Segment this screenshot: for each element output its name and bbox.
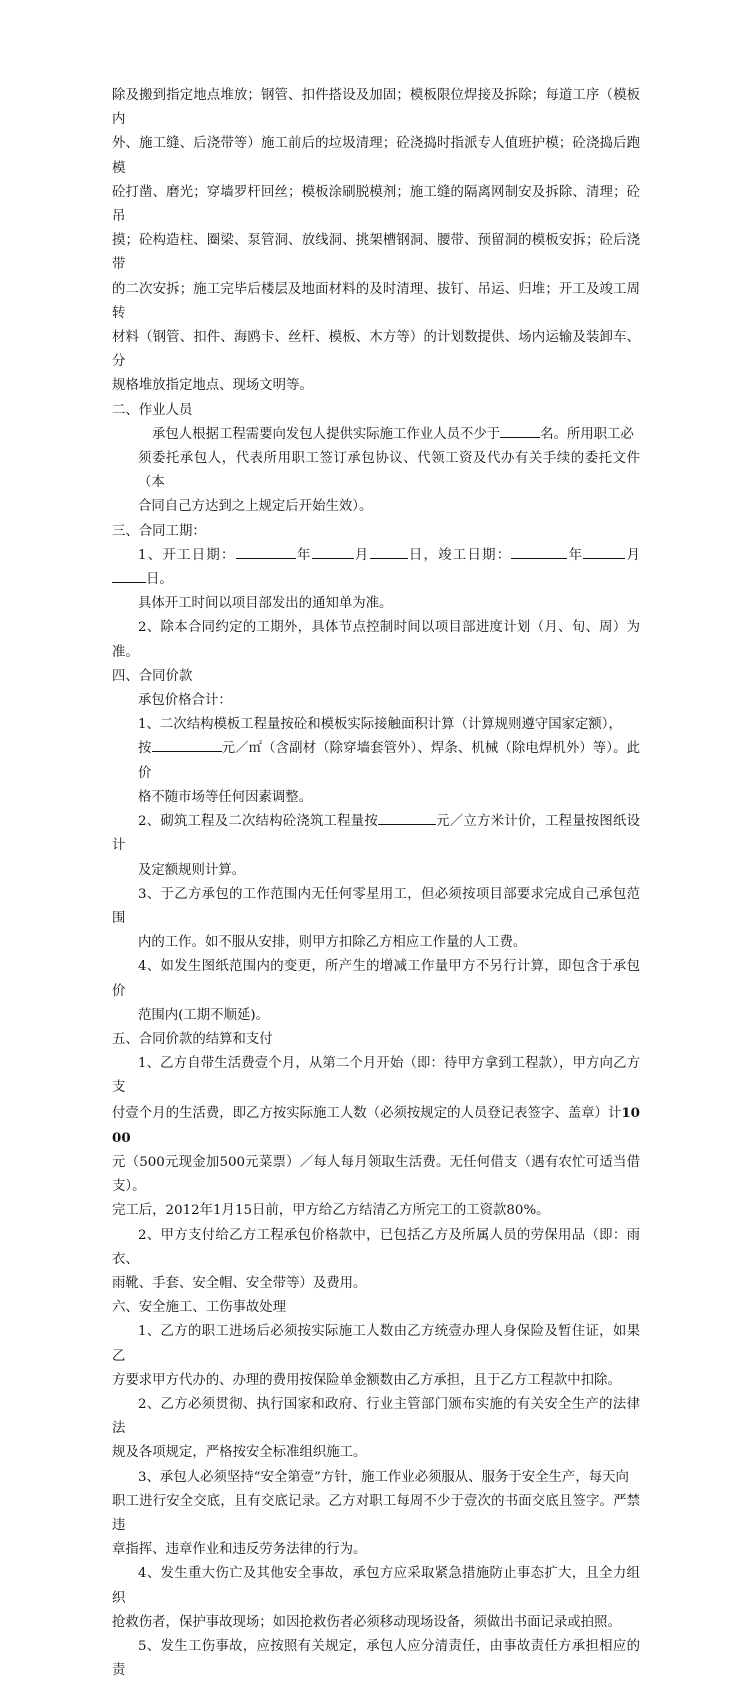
text-line: 规格堆放指定地点、现场文明等。 bbox=[112, 378, 313, 394]
text-line bbox=[112, 423, 640, 447]
text-fragment: 名。所用职工必 bbox=[540, 426, 634, 442]
text-line: 1、二次结构模板工程量按砼和模板实际接触面积计算（计算规则遵守国家定额）， bbox=[138, 717, 622, 733]
text-line: 5、发生工伤事故，应按照有关规定，承包人应分清责任，由事故责任方承担相应的责 bbox=[112, 1639, 640, 1679]
section-heading-settlement: 五、合同价款的结算和支付 bbox=[112, 1031, 273, 1047]
section-heading-schedule: 三、合同工期： bbox=[112, 523, 206, 539]
text-fragment: 按 bbox=[138, 741, 152, 757]
text-line: 范围内(工期不顺延)。 bbox=[138, 1007, 269, 1023]
section-heading-personnel: 二、作业人员 bbox=[112, 402, 193, 418]
text-line: 合同自己方达到之上规定后开始生效）。 bbox=[138, 499, 373, 515]
section-heading-price: 四、合同价款 bbox=[112, 668, 193, 684]
start-day-blank[interactable] bbox=[370, 544, 408, 559]
text-line: 砼打凿、磨光；穿墙罗杆回丝；模板涂刷脱模剂；施工缝的隔离网制安及拆除、清理；砼吊 bbox=[112, 184, 640, 225]
text-line: 1、乙方的职工进场后必须按实际施工人数由乙方统壹办理人身保险及暂住证，如果乙 bbox=[112, 1324, 640, 1364]
text-line: 雨靴、手套、安全帽、安全带等）及费用。 bbox=[112, 1275, 367, 1291]
text-fragment: 年 bbox=[567, 547, 584, 563]
end-year-blank[interactable] bbox=[511, 544, 567, 559]
text-line: 规及各项规定，严格按安全标准组织施工。 bbox=[112, 1445, 367, 1461]
document-body bbox=[112, 84, 640, 1683]
text-fragment: 1、开工日期： bbox=[138, 547, 236, 563]
text-line: 除及搬到指定地点堆放；钢管、扣件搭设及加固；模板限位焊接及拆除；每道工序（模板内 bbox=[112, 88, 640, 128]
text-fragment: 付壹个月的生活费，即乙方按实际施工人数（必须按规定的人员登记表签字、盖章）计 bbox=[112, 1105, 622, 1121]
start-end-date-line bbox=[112, 544, 640, 592]
text-line: 及定额规则计算。 bbox=[138, 862, 246, 878]
text-line: 元（500元现金加500元菜票）／每人每月领取生活费。无任何借支（遇有农忙可适当借支）。 bbox=[112, 1154, 640, 1195]
start-year-blank[interactable] bbox=[236, 544, 296, 559]
text-line: 3、于乙方承包的工作范围内无任何零星用工，但必须按项目部要求完成自己承包范围 bbox=[112, 886, 640, 926]
text-fragment: 日。 bbox=[146, 572, 173, 588]
formwork-unit-price-blank[interactable] bbox=[152, 737, 222, 752]
text-line: 材料（钢管、扣件、海鸥卡、丝杆、模板、木方等）的计划数提供、场内运输及装卸车、分 bbox=[112, 330, 640, 370]
text-line: 2、除本合同约定的工期外，具体节点控制时间以项目部进度计划（月、旬、周）为准。 bbox=[112, 620, 640, 660]
text-line: 须委托承包人，代表所用职工签订承包协议、代领工资及代办有关手续的委托文件（本 bbox=[138, 451, 640, 491]
text-line: 完工后，2012年1月15日前，甲方给乙方结清乙方所完工的工资款80%。 bbox=[112, 1203, 550, 1219]
text-line: 方要求甲方代办的、办理的费用按保险单金额数由乙方承担，且于乙方工程款中扣除。 bbox=[112, 1372, 621, 1388]
text-line: 职工进行安全交底，且有交底记录。乙方对职工每周不少于壹次的书面交底且签字。严禁违 bbox=[112, 1493, 640, 1533]
text-line: 具体开工时间以项目部发出的通知单为准。 bbox=[138, 596, 393, 612]
section-heading-safety: 六、安全施工、工伤事故处理 bbox=[112, 1300, 287, 1316]
text-line: 3、承包人必须坚持“安全第壹”方针，施工作业必须服从、服务于安全生产，每天向 bbox=[138, 1469, 629, 1485]
masonry-unit-price-blank[interactable] bbox=[378, 810, 436, 825]
living-allowance-amount: 1000 bbox=[112, 1104, 640, 1146]
text-line: 4、如发生图纸范围内的变更，所产生的增减工作量甲方不另行计算，即包含于承包价 bbox=[112, 959, 640, 999]
text-line bbox=[112, 810, 640, 858]
text-fragment: 日，竣工日期： bbox=[407, 547, 512, 563]
end-day-blank[interactable] bbox=[112, 568, 146, 583]
text-line: 抢救伤者，保护事故现场；如因抢救伤者必须移动现场设备，须做出书面记录或拍照。 bbox=[112, 1614, 621, 1630]
text-fragment: 2、砌筑工程及二次结构砼浇筑工程量按 bbox=[138, 814, 378, 830]
end-month-blank[interactable] bbox=[583, 544, 625, 559]
text-line: 章指挥、违章作业和违反劳务法律的行为。 bbox=[112, 1542, 367, 1558]
text-fragment: 月 bbox=[353, 547, 370, 563]
text-line: 摸；砼构造柱、圈梁、泵管洞、放线洞、挑架槽钢洞、腰带、预留洞的模板安拆；砼后浇带 bbox=[112, 233, 640, 273]
text-line: 1、乙方自带生活费壹个月，从第二个月开始（即：待甲方拿到工程款），甲方向乙方支 bbox=[112, 1056, 640, 1096]
workers-count-blank[interactable] bbox=[500, 423, 540, 438]
text-line: 格不随市场等任何因素调整。 bbox=[138, 789, 313, 805]
text-line: 2、乙方必须贯彻、执行国家和政府、行业主管部门颁布实施的有关安全生产的法律法 bbox=[112, 1396, 640, 1437]
text-line: 内的工作。如不服从安排，则甲方扣除乙方相应工作量的人工费。 bbox=[138, 935, 527, 951]
text-fragment: 年 bbox=[295, 547, 312, 563]
text-fragment: 月 bbox=[625, 547, 640, 563]
text-line: 2、甲方支付给乙方工程承包价格款中，已包括乙方及所属人员的劳保用品（即：雨衣、 bbox=[112, 1227, 640, 1267]
text-line bbox=[112, 737, 640, 785]
text-line: 的二次安拆；施工完毕后楼层及地面材料的及时清理、拔钉、吊运、归堆；开工及竣工周转 bbox=[112, 281, 640, 321]
start-month-blank[interactable] bbox=[312, 544, 354, 559]
text-line: 外、施工缝、后浇带等）施工前后的垃圾清理；砼浇捣时指派专人值班护模；砼浇捣后跑模 bbox=[112, 136, 640, 176]
text-line: 承包价格合计： bbox=[138, 693, 232, 709]
text-fragment: 元／立方米计价，工程量按图纸设计 bbox=[112, 814, 640, 854]
text-line: 4、发生重大伤亡及其他安全事故，承包方应采取紧急措施防止事态扩大，且全力组织 bbox=[112, 1566, 640, 1606]
text-fragment: 承包人根据工程需要向发包人提供实际施工作业人员不少于 bbox=[152, 426, 501, 442]
text-line bbox=[112, 1101, 640, 1151]
text-fragment: 元／㎡（含副材（除穿墙套管外）、焊条、机械（除电焊机外）等）。此价 bbox=[138, 741, 640, 781]
